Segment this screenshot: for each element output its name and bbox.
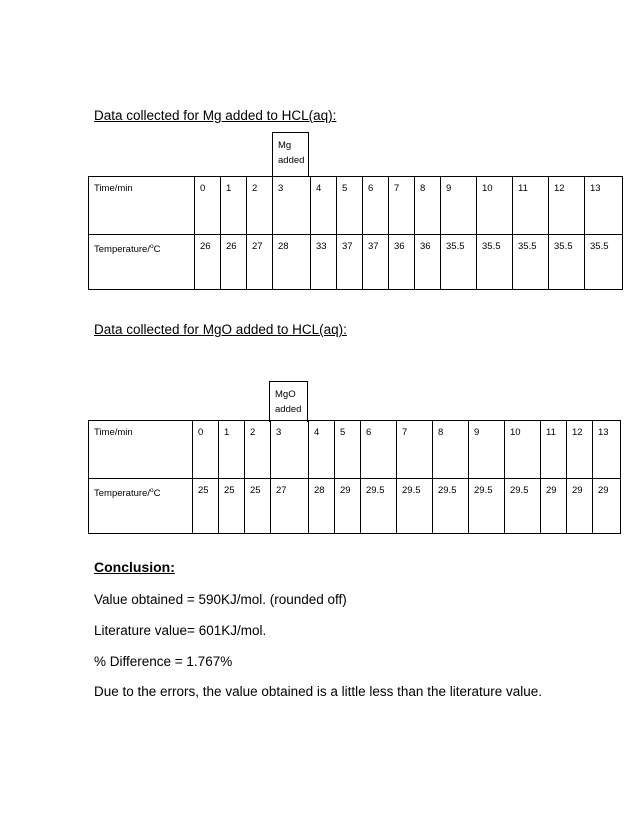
time-cell: 13 [593,421,621,479]
time-cell: 5 [337,177,363,235]
conclusion-title: Conclusion: [94,559,175,575]
time-cell: 4 [311,177,337,235]
temperature-cell: 35.5 [441,235,477,290]
temperature-cell: 37 [337,235,363,290]
temperature-cell: 29 [567,479,593,534]
temperature-row [89,479,621,534]
time-label: Time/min [89,177,195,235]
temperature-cell: 29.5 [469,479,505,534]
time-cell: 6 [363,177,389,235]
table2-heading: Data collected for MgO added to HCL(aq): [94,322,347,337]
mgo-added-marker [269,381,308,422]
temperature-cell: 27 [247,235,273,290]
percent-difference: % Difference = 1.767% [94,654,233,669]
degree-sign: o [149,487,154,494]
conclusion-remark: Due to the errors, the value obtained is a little less than the literature value. [94,684,543,699]
time-cell: 7 [397,421,433,479]
temperature-cell: 35.5 [513,235,549,290]
temperature-cell: 37 [363,235,389,290]
temperature-cell: 35.5 [549,235,585,290]
time-cell: 13 [585,177,623,235]
temperature-cell: 25 [193,479,219,534]
temperature-label [89,479,193,534]
time-cell: 11 [541,421,567,479]
temperature-cell: 25 [219,479,245,534]
temperature-cell: 25 [245,479,271,534]
time-cell: 10 [505,421,541,479]
time-cell: 7 [389,177,415,235]
time-cell: 1 [221,177,247,235]
table1-heading: Data collected for Mg added to HCL(aq): [94,108,337,123]
time-cell: 10 [477,177,513,235]
marker-line-1: Mg [278,140,292,151]
temperature-cell: 29.5 [397,479,433,534]
time-cell: 9 [469,421,505,479]
time-cell: 3 [273,177,311,235]
mg-data-table [88,176,623,290]
time-cell: 0 [193,421,219,479]
temp-label-prefix: Temperature/ [94,244,150,255]
time-label: Time/min [89,421,193,479]
temperature-cell: 26 [221,235,247,290]
marker-line-2: added [275,404,302,415]
time-cell: 8 [433,421,469,479]
temperature-cell: 27 [271,479,309,534]
time-row [89,421,621,479]
temperature-cell: 36 [415,235,441,290]
temp-label-prefix: Temperature/ [94,488,150,499]
degree-sign: o [149,243,154,250]
temperature-label [89,235,195,290]
time-cell: 0 [195,177,221,235]
temperature-cell: 36 [389,235,415,290]
time-cell: 9 [441,177,477,235]
time-cell: 6 [361,421,397,479]
time-cell: 12 [567,421,593,479]
temperature-cell: 28 [273,235,311,290]
mg-added-marker [272,132,309,177]
temp-label-suffix: C [153,488,161,499]
temperature-cell: 29 [335,479,361,534]
value-obtained: Value obtained = 590KJ/mol. (rounded off) [94,592,347,607]
time-cell: 2 [245,421,271,479]
temperature-cell: 35.5 [585,235,623,290]
temperature-cell: 29.5 [505,479,541,534]
temperature-row [89,235,623,290]
mgo-data-table [88,420,621,534]
time-cell: 8 [415,177,441,235]
time-cell: 2 [247,177,273,235]
time-cell: 3 [271,421,309,479]
temperature-cell: 26 [195,235,221,290]
time-cell: 1 [219,421,245,479]
temperature-cell: 28 [309,479,335,534]
time-cell: 4 [309,421,335,479]
temperature-cell: 29.5 [361,479,397,534]
temp-label-suffix: C [153,244,161,255]
temperature-cell: 29 [593,479,621,534]
temperature-cell: 29 [541,479,567,534]
literature-value: Literature value= 601KJ/mol. [94,623,267,638]
marker-line-1: MgO [275,389,296,400]
time-cell: 11 [513,177,549,235]
temperature-cell: 35.5 [477,235,513,290]
temperature-cell: 29.5 [433,479,469,534]
time-row [89,177,623,235]
marker-line-2: added [278,155,305,166]
temperature-cell: 33 [311,235,337,290]
time-cell: 5 [335,421,361,479]
time-cell: 12 [549,177,585,235]
